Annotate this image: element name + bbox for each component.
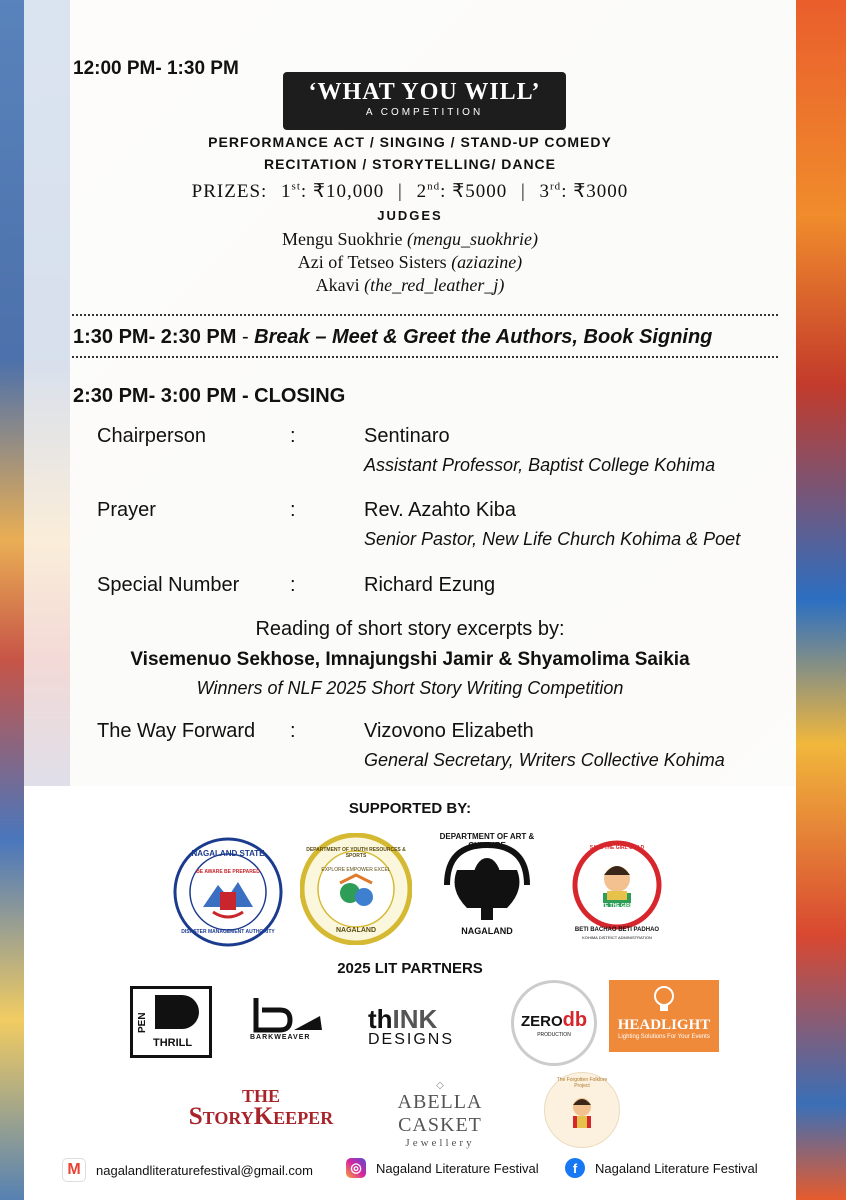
girl-child-bottom-text: BETI BACHAO BETI PADHAO	[574, 927, 660, 933]
prize-second: : ₹5000	[440, 181, 508, 202]
think-logo	[368, 1004, 458, 1052]
zerodb-logo	[511, 980, 597, 1066]
prize-divider: |	[520, 181, 526, 202]
think-th: th	[368, 1004, 393, 1034]
footer-email-text: nagalandliteraturefestival@gmail.com	[96, 1162, 313, 1178]
row-colon: :	[290, 574, 296, 596]
paint-texture-right	[796, 0, 846, 1200]
reading-names: Visemenuo Sekhose, Imnajungshi Jamir & Shyamolima Saikia	[130, 649, 690, 670]
penthrill-pen: PEN	[137, 1012, 148, 1033]
row-value: Vizovono Elizabeth	[364, 720, 534, 742]
storykeeper-logo	[176, 1086, 346, 1131]
art-culture-top-text: DEPARTMENT OF ART & CULTURE	[439, 832, 535, 850]
footer-facebook-text: Nagaland Literature Festival	[595, 1160, 758, 1176]
penthrill-p-shape	[155, 995, 199, 1029]
think-ink: INK	[392, 1004, 438, 1034]
categories-line2: RECITATION / STORYTELLING/ DANCE	[263, 156, 557, 172]
judge-handle: (the_red_leather_j)	[364, 275, 505, 295]
prize-third-pre: 3	[539, 181, 551, 202]
supported-heading: SUPPORTED BY:	[348, 800, 472, 817]
judge-name: Mengu Suokhrie	[282, 229, 403, 249]
section2-text: Break – Meet & Greet the Authors, Book Signing	[254, 326, 713, 348]
reading-intro: Reading of short story excerpts by:	[255, 618, 565, 640]
judge-handle: (aziazine)	[451, 252, 523, 272]
prize-first-sup: st	[291, 180, 301, 193]
headlight-name: HEADLIGHT	[617, 1017, 711, 1033]
prize-third-sup: rd	[550, 180, 562, 193]
abella-sub: Jewellery	[405, 1137, 475, 1149]
barkweaver-b-icon	[250, 996, 326, 1036]
footer-email[interactable]	[62, 1158, 313, 1182]
facebook-icon: f	[565, 1158, 585, 1178]
section1-time: 12:00 PM- 1:30 PM	[73, 58, 239, 79]
row-value: Sentinaro	[364, 425, 450, 447]
event-subtitle: A COMPETITION	[365, 107, 484, 118]
prize-second-sup: nd	[427, 180, 441, 193]
prize-first-pre: 1	[281, 181, 292, 202]
footer-facebook[interactable]	[565, 1158, 758, 1178]
reading-note: Winners of NLF 2025 Short Story Writing Competition	[196, 678, 624, 698]
zerodb-production: PRODUCTION	[537, 1031, 571, 1038]
girl-child-top-text: SAVE THE GIRL CHILD	[589, 845, 645, 851]
youth-top-text: DEPARTMENT OF YOUTH RESOURCES & SPORTS	[306, 847, 406, 859]
youth-middle-text: EXPLORE EMPOWER EXCEL	[321, 867, 391, 873]
row-label: Special Number	[97, 574, 240, 596]
youth-bottom-text: NAGALAND	[335, 927, 377, 934]
row-value: Richard Ezung	[364, 574, 496, 596]
section2-line	[73, 326, 712, 349]
prize-divider: |	[398, 181, 403, 202]
abella-name: ABELLA CASKET	[397, 1091, 483, 1136]
event-title-box	[283, 72, 566, 130]
judges-list	[24, 228, 796, 297]
abella-casket-logo	[367, 1080, 513, 1149]
row-label: The Way Forward	[97, 720, 256, 742]
instagram-icon: ◎	[346, 1158, 366, 1178]
judge-item	[24, 274, 796, 297]
barkweaver-logo	[250, 996, 326, 1046]
judge-item	[24, 228, 796, 251]
row-sub: Assistant Professor, Baptist College Kohima	[364, 455, 716, 475]
girl-child-middle-text: EDUCATE THE GIRL CHILD	[584, 903, 650, 909]
row-colon: :	[290, 720, 296, 742]
row-colon: :	[290, 499, 296, 521]
ndma-middle-text: BE AWARE BE PREPARED	[196, 869, 260, 875]
penthrill-logo	[130, 986, 212, 1058]
row-sub: Senior Pastor, New Life Church Kohima & Poet	[364, 529, 741, 549]
section2-time: 1:30 PM- 2:30 PM	[73, 326, 237, 348]
diamond-icon: ◇	[436, 1080, 444, 1091]
headlight-logo	[609, 980, 719, 1052]
barkweaver-name: BARKWEAVER	[250, 1034, 311, 1041]
ndma-logo	[173, 837, 283, 947]
lit-partners-heading: 2025 LIT PARTNERS	[337, 960, 483, 977]
ndma-top-text: NAGALAND STATE	[191, 849, 265, 858]
folklore-logo	[544, 1072, 620, 1148]
row-colon: :	[290, 425, 296, 447]
judge-handle: (mengu_suokhrie)	[407, 229, 538, 249]
art-culture-logo	[427, 830, 547, 942]
storykeeper-name: StoryKeeper	[188, 1103, 334, 1130]
lightbulb-icon	[649, 984, 679, 1014]
row-value: Rev. Azahto Kiba	[364, 499, 516, 521]
prizes-label: PRIZES:	[191, 181, 268, 202]
row-sub: General Secretary, Writers Collective Kohima	[364, 750, 725, 770]
girl-child-extra-text: KOHIMA DISTRICT ADMINISTRATION	[582, 935, 652, 940]
divider	[72, 356, 778, 358]
youth-resources-logo	[300, 833, 412, 945]
judge-name: Azi of Tetseo Sisters	[297, 252, 447, 272]
folklore-name: The Forgotten Folklore Project	[556, 1077, 608, 1089]
prize-third: : ₹3000	[561, 181, 629, 202]
divider	[72, 314, 778, 316]
judge-item	[24, 251, 796, 274]
categories-line1: PERFORMANCE ACT / SINGING / STAND-UP COMEDY	[208, 134, 612, 150]
prize-second-pre: 2	[416, 181, 428, 202]
prize-first: : ₹10,000	[300, 181, 385, 202]
closing-heading: 2:30 PM- 3:00 PM - CLOSING	[73, 385, 346, 407]
zerodb-zero: ZERO	[520, 1012, 563, 1030]
zerodb-db: db	[562, 1008, 588, 1031]
storykeeper-the: THE	[241, 1086, 280, 1106]
headlight-tagline: Lighting Solutions For Your Events	[618, 1034, 710, 1040]
prizes-line	[24, 180, 796, 203]
girl-child-logo	[563, 835, 671, 943]
row-label: Prayer	[97, 499, 156, 521]
judges-heading: JUDGES	[377, 208, 443, 223]
footer-instagram-text: Nagaland Literature Festival	[376, 1160, 539, 1176]
judge-name: Akavi	[315, 275, 360, 295]
event-title: ‘WHAT YOU WILL’	[308, 79, 541, 105]
section2-dash: -	[236, 326, 255, 348]
gmail-icon: M	[62, 1158, 86, 1182]
ndma-bottom-text: DISASTER MANAGEMENT AUTHORITY	[181, 929, 275, 935]
art-culture-bottom-text: NAGALAND	[461, 926, 513, 936]
footer-instagram[interactable]	[346, 1158, 539, 1178]
row-label: Chairperson	[97, 425, 206, 447]
penthrill-thrill: THRILL	[153, 1037, 193, 1049]
folklore-girl-icon	[557, 1085, 607, 1135]
think-designs: DESIGNS	[368, 1031, 455, 1048]
